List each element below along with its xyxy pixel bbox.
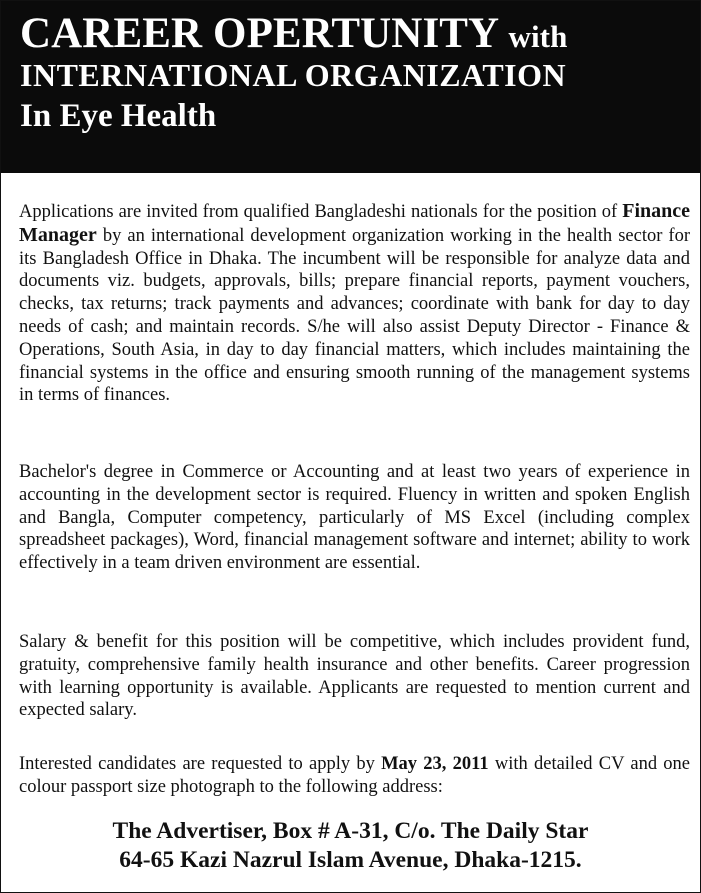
address-line-2: 64-65 Kazi Nazrul Islam Avenue, Dhaka-1215.: [119, 847, 582, 873]
address-line-1: The Advertiser, Box # A-31, C/o. The Daily Star: [112, 818, 589, 844]
application-instructions-paragraph: [19, 753, 690, 799]
headline-line-2: INTERNATIONAL ORGANIZATION: [20, 57, 567, 93]
qualifications-paragraph: Bachelor's degree in Commerce or Accounting and at least two years of experience in accounting in the development sector is required. Fluency in written and spoken English and Bangla, Computer competency, particularly of MS Excel (including complex spreadsheet packages), Word, financial management software and internet; ability to work effectively in a team driven environment are essential.: [19, 462, 690, 574]
headline-with: with: [508, 19, 568, 54]
ad-header-banner: [1, 1, 700, 173]
headline-career-opertunity: CAREER OPERTUNITY: [20, 10, 498, 57]
job-intro-text: Applications are invited from qualified Bangladeshi nationals for the position of: [19, 202, 618, 222]
apply-by-text: Interested candidates are requested to apply by: [19, 754, 375, 774]
salary-benefits-paragraph: Salary & benefit for this position will be competitive, which includes provident fund, gratuity, comprehensive family health insurance and other benefits. Career progression with learning opportunity is available. Applicants are requested to mention current and expected salary.: [19, 632, 690, 721]
headline-line-3: In Eye Health: [20, 98, 217, 134]
apply-details-text: with detailed CV and one colour passport size photograph to the following address:: [19, 754, 691, 797]
headline-line-1: [20, 12, 567, 55]
job-description-paragraph: [19, 200, 690, 407]
application-deadline: May 23, 2011: [381, 754, 489, 774]
job-duties-text: by an international development organization working in the health sector for its Bangladesh Office in Dhaka. The incumbent will be responsible for analyze data and documents viz. budgets, approvals, bills; prepare financial reports, payment vouchers, checks, tax returns; track payments and advances; coordinate with bank for day to day needs of cash; and maintain records. S/he will also assist Deputy Director - Finance & Operations, South Asia, in day to day financial matters, which includes maintaining the financial systems in the office and ensuring smooth running of the management systems in terms of finances.: [19, 225, 690, 406]
job-position-title: Finance Manager: [19, 200, 691, 246]
